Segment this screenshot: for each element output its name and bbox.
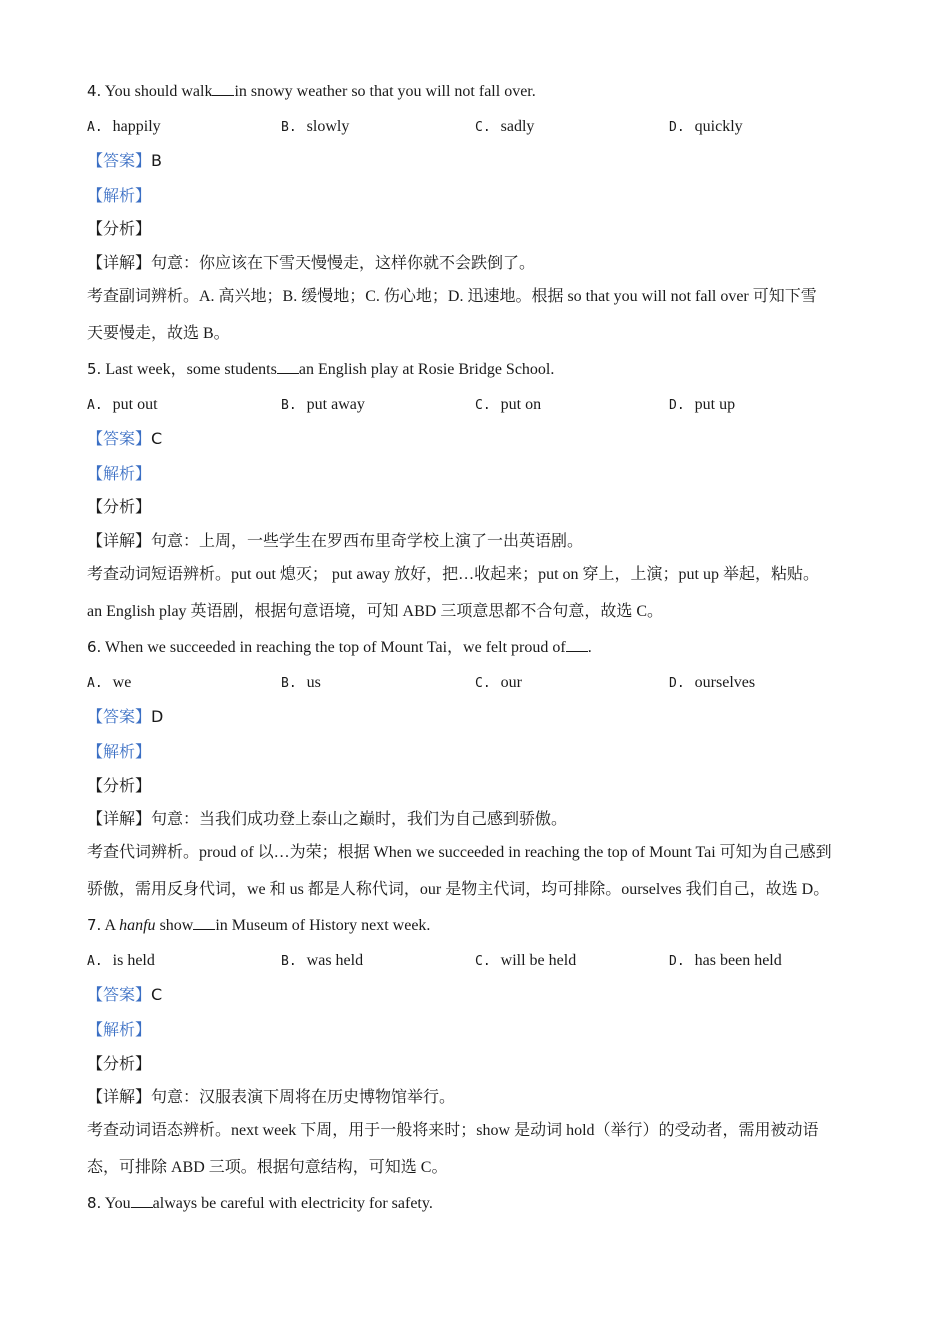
- detail-line: 【详解】句意：上周，一些学生在罗西布里奇学校上演了一出英语剧。: [87, 533, 584, 550]
- option-c: C. sadly: [475, 118, 535, 135]
- fenxi-tag: 【分析】: [87, 499, 152, 516]
- answer-value: D: [151, 707, 164, 726]
- fenxi-tag: 【分析】: [87, 221, 152, 238]
- option-b: B. slowly: [281, 118, 350, 135]
- analysis-tag: 【解析】: [87, 744, 152, 761]
- fenxi-tag: 【分析】: [87, 778, 152, 795]
- answer-blank: [566, 637, 588, 652]
- answer-blank: [131, 1193, 153, 1208]
- explanation-line-2: 天要慢走，故选 B。: [87, 325, 230, 342]
- option-a: A. we: [87, 674, 132, 691]
- explanation-line-2: 骄傲，需用反身代词，we 和 us 都是人称代词，our 是物主代词，均可排除。ourselves 我们自己，故选 D。: [87, 881, 830, 898]
- question-number: 7.: [87, 916, 102, 934]
- explanation-line-1: 考查副词辨析。A. 高兴地；B. 缓慢地；C. 伤心地；D. 迅速地。根据 so that you will not fall over 可知下雪: [87, 288, 817, 305]
- answer-tag: 【答案】: [87, 987, 152, 1004]
- option-b: B. put away: [281, 396, 365, 413]
- answer-value: C: [151, 429, 163, 448]
- answer-line: [87, 429, 162, 450]
- option-d: D. has been held: [669, 952, 782, 969]
- option-a: A. happily: [87, 118, 161, 135]
- explanation-line-1: 考查动词语态辨析。next week 下周，用于一般将来时；show 是动词 hold（举行）的受动者，需用被动语: [87, 1122, 819, 1139]
- question-number: 6.: [87, 638, 102, 656]
- question-8-stem: 8. You always be careful with electricity for safety.: [87, 1194, 433, 1212]
- answer-blank: [193, 915, 215, 930]
- question-number: 4.: [87, 82, 102, 100]
- option-d: D. put up: [669, 396, 736, 413]
- question-4-stem: 4. You should walk in snowy weather so that you will not fall over.: [87, 82, 536, 100]
- option-d: D. ourselves: [669, 674, 756, 691]
- answer-value: C: [151, 985, 163, 1004]
- answer-line: [87, 707, 163, 728]
- analysis-tag: 【解析】: [87, 466, 152, 483]
- answer-tag: 【答案】: [87, 431, 152, 448]
- analysis-tag: 【解析】: [87, 1022, 152, 1039]
- explanation-line-1: 考查代词辨析。proud of 以…为荣；根据 When we succeeded in reaching the top of Mount Tai 可知为自己感到: [87, 844, 832, 861]
- explanation-line-2: an English play 英语剧，根据句意语境，可知 ABD 三项意思都不合句意，故选 C。: [87, 603, 663, 620]
- answer-value: B: [151, 151, 162, 170]
- answer-line: [87, 151, 162, 172]
- question-6-stem: 6. When we succeeded in reaching the top of Mount Tai，we felt proud of .: [87, 638, 592, 656]
- detail-line: 【详解】句意：当我们成功登上泰山之巅时，我们为自己感到骄傲。: [87, 811, 568, 828]
- explanation-line-2: 态，可排除 ABD 三项。根据句意结构，可知选 C。: [87, 1159, 448, 1176]
- option-a: A. is held: [87, 952, 155, 969]
- detail-line: 【详解】句意：你应该在下雪天慢慢走，这样你就不会跌倒了。: [87, 255, 536, 272]
- option-c: C. our: [475, 674, 522, 691]
- answer-blank: [212, 81, 234, 96]
- question-7-stem: 7. A hanfu show in Museum of History next week.: [87, 916, 431, 934]
- question-5-stem: 5. Last week，some students an English play at Rosie Bridge School.: [87, 360, 555, 378]
- fenxi-tag: 【分析】: [87, 1056, 152, 1073]
- question-number: 5.: [87, 360, 102, 378]
- italic-word: hanfu: [119, 917, 156, 934]
- analysis-tag: 【解析】: [87, 188, 152, 205]
- answer-tag: 【答案】: [87, 709, 152, 726]
- detail-line: 【详解】句意：汉服表演下周将在历史博物馆举行。: [87, 1089, 456, 1106]
- option-b: B. was held: [281, 952, 364, 969]
- question-number: 8.: [87, 1194, 102, 1212]
- answer-line: [87, 985, 162, 1006]
- option-a: A. put out: [87, 396, 158, 413]
- option-d: D. quickly: [669, 118, 743, 135]
- option-c: C. will be held: [475, 952, 577, 969]
- option-b: B. us: [281, 674, 321, 691]
- option-c: C. put on: [475, 396, 542, 413]
- explanation-line-1: 考查动词短语辨析。put out 熄灭； put away 放好，把…收起来；put on 穿上，上演；put up 举起，粘贴。: [87, 566, 819, 583]
- answer-blank: [277, 359, 299, 374]
- answer-tag: 【答案】: [87, 153, 152, 170]
